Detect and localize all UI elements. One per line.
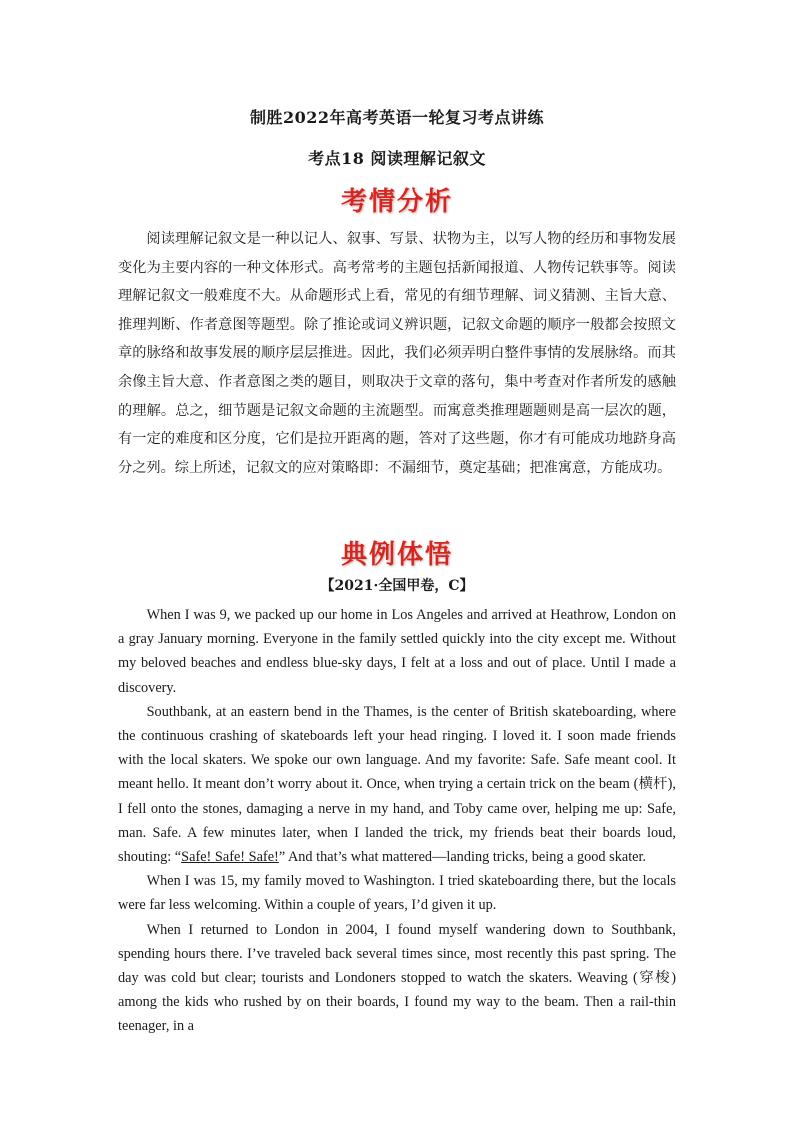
passage-paragraph-2 [118, 700, 676, 869]
passage-paragraph-2-end: ” And that’s what mattered—landing tricks, being a good skater. [278, 849, 647, 866]
analysis-paragraph: 阅读理解记叙文是一种以记人、叙事、写景、状物为主，以写人物的经历和事物发展变化为主要内容的一种文体形式。高考常考的主题包括新闻报道、人物传记轶事等。阅读理解记叙文一般难度不大。从命题形式上看，常见的有细节理解、词义猜测、主旨大意、推理判断、作者意图等题型。除了推论或词义辨识题，记叙文命题的顺序一般都会按照文章的脉络和故事发展的顺序层层推进。因此，我们必须弄明白整件事情的发展脉络。而其余像主旨大意、作者意图之类的题目，则取决于文章的落句，集中考查对作者所发的感触的理解。总之，细节题是记叙文命题的主流题型。而寓意类推理题题则是高一层次的题，有一定的难度和区分度，它们是拉开距离的题，答对了这些题，你才有可能成功地跻身高分之列。综上所述，记叙文的应对策略即：不漏细节，奠定基础；把准寓意，方能成功。 [118, 231, 676, 476]
document-subtitle: 考点18 阅读理解记叙文 [308, 149, 486, 168]
passage-paragraph-3: When I was 15, my family moved to Washington. I tried skateboarding there, but the locals were far less welcoming. Within a couple of years, I’d given it up. [118, 873, 676, 914]
underlined-phrase: Safe! Safe! Safe! [181, 849, 279, 866]
document-title: 制胜2022年高考英语一轮复习考点讲练 [249, 108, 545, 127]
section-heading-example: 典例体悟 [340, 540, 453, 570]
passage-paragraph-1: When I was 9, we packed up our home in Los Angeles and arrived at Heathrow, London on a gray January morning. Everyone in the family settled quickly into the city except me. Without my beloved beaches and endless blue-sky days, I felt at a loss and out of place. Until I made a discovery. [118, 607, 676, 696]
passage-body [118, 603, 676, 1039]
passage-paragraph-4: When I returned to London in 2004, I found myself wandering down to Southbank, spending hours there. I’ve traveled back several times since, most recently this past spring. The day was cold but clear; tourists and Londoners stopped to watch the skaters. Weaving (穿梭) among the kids who rushed by on their boards, I found my way to the beam. Then a rail-thin teenager, in a [118, 921, 676, 1035]
section-heading-analysis: 考情分析 [340, 187, 453, 217]
example-source: 【2021·全国甲卷，C】 [320, 578, 474, 594]
passage-paragraph-2-text: Southbank, at an eastern bend in the Thames, is the center of British skateboarding, where the continuous crashing of skateboards left your head ringing. I loved it. I soon made friends with the local skaters. We spoke our own language. And my favorite: Safe. Safe meant cool. It meant hello. It meant don’t worry about it. Once, when trying a certain trick on the beam (横杆), I fell onto the stones, damaging a nerve in my hand, and Toby came over, helping me up: Safe, man. Safe. A few minutes later, when I landed the trick, my friends beat their boards loud, shouting: “ [118, 703, 676, 866]
